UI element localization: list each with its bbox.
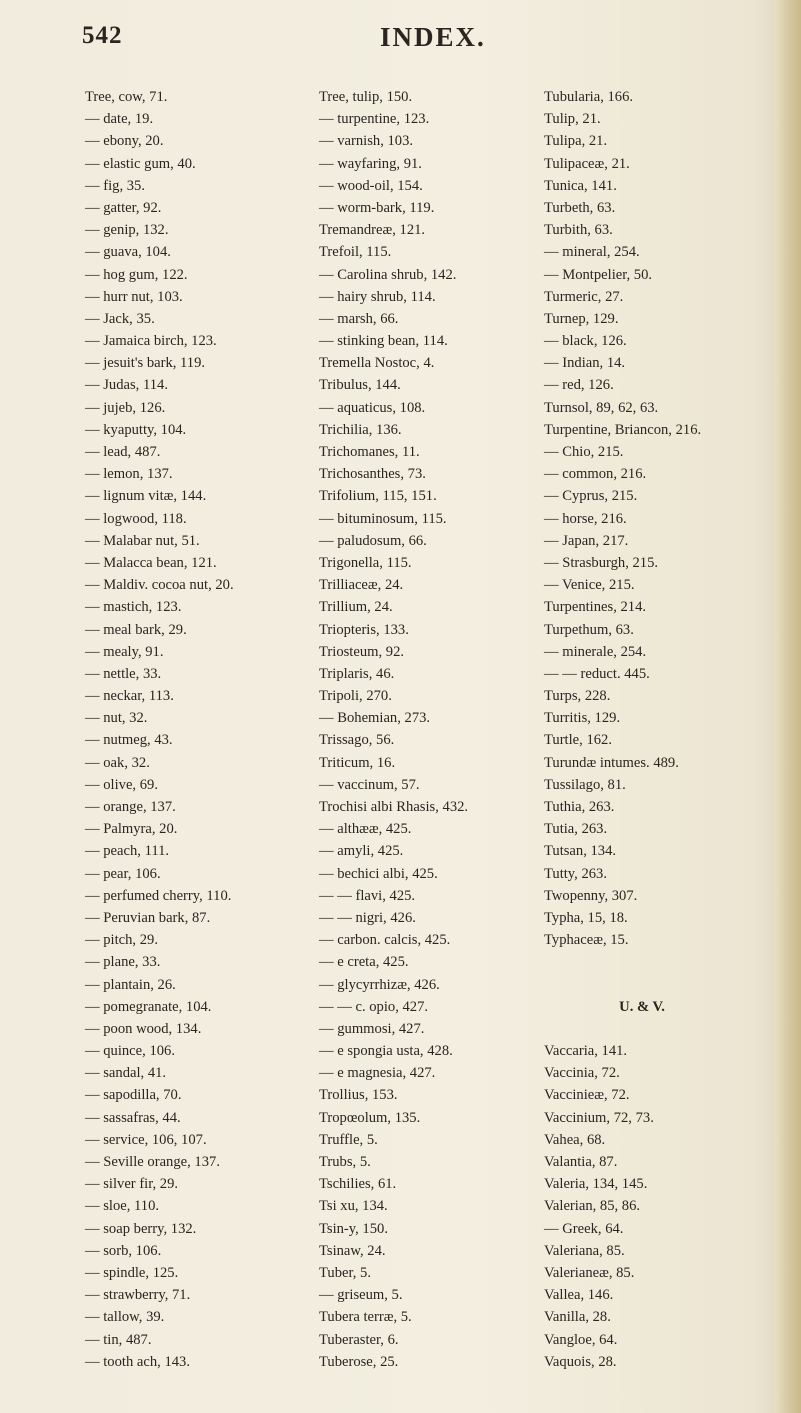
index-entry: — pomegranate, 104. <box>85 998 212 1015</box>
index-entry: — gummosi, 427. <box>319 1020 425 1037</box>
index-entry: — red, 126. <box>544 377 614 394</box>
index-entry: — Jack, 35. <box>85 310 155 327</box>
index-entry: — jesuit's bark, 119. <box>85 355 206 372</box>
index-entry: — varnish, 103. <box>319 133 414 150</box>
index-entry: Tuthia, 263. <box>544 799 615 815</box>
index-entry: Turpentines, 214. <box>544 599 647 616</box>
index-entry: — e spongia usta, 428. <box>319 1043 453 1060</box>
index-entry: — tallow, 39. <box>85 1309 165 1326</box>
index-entry: Valeria, 134, 145. <box>544 1176 648 1193</box>
index-entry: — Palmyra, 20. <box>85 821 178 838</box>
index-entry: Trissago, 56. <box>319 732 395 749</box>
index-entry: Trollius, 153. <box>319 1087 398 1104</box>
index-entry: — Carolina shrub, 142. <box>319 266 457 283</box>
index-entry: Turtle, 162. <box>544 732 612 749</box>
index-entry: — black, 126. <box>544 333 627 350</box>
index-entry: Vaccinia, 72. <box>544 1065 620 1082</box>
index-entry: — logwood, 118. <box>85 510 187 527</box>
index-entry: Trichomanes, 11. <box>319 444 420 460</box>
index-entry: — Indian, 14. <box>544 355 626 372</box>
index-entry: — poon wood, 134. <box>85 1020 202 1037</box>
running-head: INDEX. <box>380 22 486 52</box>
index-entry: — nutmeg, 43. <box>85 732 173 749</box>
index-entry: — silver fir, 29. <box>85 1176 179 1193</box>
index-entry: Trillium, 24. <box>319 599 393 616</box>
index-entry: — guava, 104. <box>85 244 171 261</box>
index-entry: — Venice, 215. <box>544 577 635 594</box>
index-entry: Trichosanthes, 73. <box>319 466 426 483</box>
index-entry: Triopteris, 133. <box>319 621 409 638</box>
index-entry: Twopenny, 307. <box>544 887 638 904</box>
index-entry: — meal bark, 29. <box>85 621 187 638</box>
index-entry: Valerian, 85, 86. <box>544 1198 641 1215</box>
index-entry: — orange, 137. <box>85 799 176 815</box>
index-entry: — minerale, 254. <box>544 643 647 660</box>
index-entry: Tutsan, 134. <box>544 843 617 860</box>
index-entry: — Seville orange, 137. <box>85 1154 220 1170</box>
index-entry: — plane, 33. <box>85 954 161 971</box>
index-entry: — Maldiv. cocoa nut, 20. <box>85 577 234 594</box>
index-entry: — mealy, 91. <box>85 643 164 660</box>
index-entry: — sorb, 106. <box>85 1242 162 1259</box>
index-entry: Tripoli, 270. <box>319 688 392 705</box>
index-entry: — Chio, 215. <box>544 444 624 460</box>
index-entry: — hairy shrub, 114. <box>319 288 436 305</box>
index-entry: — peach, 111. <box>85 843 170 860</box>
index-entry: — Cyprus, 215. <box>544 488 638 505</box>
index-entry: — sassafras, 44. <box>85 1109 181 1126</box>
index-entry: Tuber, 5. <box>319 1264 371 1281</box>
index-entry: — pitch, 29. <box>85 932 158 949</box>
section-heading: U. & V. <box>619 998 665 1015</box>
index-entry: Tutty, 263. <box>544 865 607 882</box>
index-entry: — fig, 35. <box>85 177 145 194</box>
index-entry: Vanilla, 28. <box>544 1309 611 1326</box>
index-entry: — nut, 32. <box>85 710 148 727</box>
index-entry: — e creta, 425. <box>319 954 409 971</box>
index-entry: — Jamaica birch, 123. <box>85 333 217 350</box>
index-entry: — althææ, 425. <box>319 821 412 838</box>
index-entry: Tunica, 141. <box>544 177 617 194</box>
index-entry: — genip, 132. <box>85 222 169 239</box>
index-entry: Tussilago, 81. <box>544 776 626 793</box>
index-entry: Tree, tulip, 150. <box>319 89 413 105</box>
page-number: 542 <box>82 22 123 49</box>
index-entry: — — c. opio, 427. <box>319 998 429 1015</box>
index-entry: Vaccaria, 141. <box>544 1043 628 1060</box>
index-entry: Tuberose, 25. <box>319 1353 399 1370</box>
index-entry: — tooth ach, 143. <box>85 1353 190 1370</box>
index-entry: Turbeth, 63. <box>544 199 616 216</box>
index-entry: Tubera terræ, 5. <box>319 1309 412 1326</box>
index-entry: — Judas, 114. <box>85 377 168 394</box>
index-entry: Trifolium, 115, 151. <box>319 488 437 505</box>
index-entry: — worm-bark, 119. <box>319 199 435 216</box>
index-entry: — perfumed cherry, 110. <box>85 887 232 904</box>
index-entry: Triosteum, 92. <box>319 643 405 660</box>
index-entry: — neckar, 113. <box>85 688 174 705</box>
index-column-2 <box>319 86 539 1373</box>
index-entry <box>544 1018 770 1040</box>
index-entry: — quince, 106. <box>85 1043 175 1060</box>
index-entry: Turundæ intumes. 489. <box>544 754 679 771</box>
index-entry: — Strasburgh, 215. <box>544 554 659 571</box>
index-entry: Vaccinieæ, 72. <box>544 1087 630 1104</box>
index-entry: — wayfaring, 91. <box>319 155 422 172</box>
index-entry: — amyli, 425. <box>319 843 404 860</box>
index-entry: — Malabar nut, 51. <box>85 532 200 549</box>
index-entry: — bechici albi, 425. <box>319 865 438 882</box>
index-entry: Turpentine, Briancon, 216. <box>544 421 702 438</box>
index-entry: Turbith, 63. <box>544 222 613 239</box>
index-entry: Tree, cow, 71. <box>85 89 168 105</box>
index-entry: — jujeb, 126. <box>85 399 166 416</box>
index-entry: — stinking bean, 114. <box>319 333 448 350</box>
index-entry: — glycyrrhizæ, 426. <box>319 976 440 993</box>
index-entry: — paludosum, 66. <box>319 532 427 549</box>
index-entry: — hog gum, 122. <box>85 266 188 283</box>
index-entry: — marsh, 66. <box>319 310 399 327</box>
index-entry: Valeriana, 85. <box>544 1242 625 1259</box>
index-entry: Tubularia, 166. <box>544 89 634 105</box>
index-entry: Valerianeæ, 85. <box>544 1264 635 1281</box>
index-entry: — elastic gum, 40. <box>85 155 196 172</box>
index-entry: Tribulus, 144. <box>319 377 401 394</box>
index-entry: — plantain, 26. <box>85 976 176 993</box>
index-entry: — aquaticus, 108. <box>319 399 426 416</box>
index-entry: Tropœolum, 135. <box>319 1109 421 1126</box>
index-entry: Vangloe, 64. <box>544 1331 618 1348</box>
index-entry: — nettle, 33. <box>85 665 162 682</box>
index-entry: — ebony, 20. <box>85 133 164 150</box>
index-entry: — date, 19. <box>85 111 154 128</box>
index-entry: Turps, 228. <box>544 688 611 705</box>
index-entry: Tulipaceæ, 21. <box>544 155 630 172</box>
index-entry: Tsin-y, 150. <box>319 1220 388 1237</box>
index-entry: Tsinaw, 24. <box>319 1242 386 1259</box>
index-entry: Turnep, 129. <box>544 310 619 327</box>
index-entry: Typhaceæ, 15. <box>544 932 629 949</box>
index-entry: — sapodilla, 70. <box>85 1087 182 1104</box>
index-entry: — carbon. calcis, 425. <box>319 932 451 949</box>
index-entry: — tin, 487. <box>85 1331 152 1348</box>
index-entry: Tremandreæ, 121. <box>319 222 426 239</box>
index-entry: — oak, 32. <box>85 754 150 771</box>
index-entry: — olive, 69. <box>85 776 158 793</box>
index-entry: — sloe, 110. <box>85 1198 160 1215</box>
index-entry: — Malacca bean, 121. <box>85 554 217 571</box>
index-column-3 <box>544 86 770 1373</box>
index-entry: — lignum vitæ, 144. <box>85 488 207 505</box>
index-entry: Valantia, 87. <box>544 1154 618 1170</box>
index-entry: — sandal, 41. <box>85 1065 167 1082</box>
page-header <box>0 22 770 62</box>
index-entry: — pear, 106. <box>85 865 161 882</box>
index-entry: Tulipa, 21. <box>544 133 608 150</box>
index-entry: — griseum, 5. <box>319 1287 403 1304</box>
index-entry: — kyaputty, 104. <box>85 421 187 438</box>
index-entry: Trochisi albi Rhasis, 432. <box>319 799 469 815</box>
index-entry: — soap berry, 132. <box>85 1220 197 1237</box>
index-entry: Trigonella, 115. <box>319 554 412 571</box>
index-entry: — horse, 216. <box>544 510 627 527</box>
index-entry: Trefoil, 115. <box>319 244 392 261</box>
index-entry: Trubs, 5. <box>319 1154 371 1170</box>
index-entry: — strawberry, 71. <box>85 1287 191 1304</box>
index-entry: Tsi xu, 134. <box>319 1198 388 1215</box>
index-entry: — — flavi, 425. <box>319 887 416 904</box>
index-entry: Tremella Nostoc, 4. <box>319 355 435 372</box>
index-entry: Triplaris, 46. <box>319 665 395 682</box>
index-entry: — mastich, 123. <box>85 599 182 616</box>
index-entry: — Bohemian, 273. <box>319 710 431 727</box>
index-entry: — Japan, 217. <box>544 532 629 549</box>
index-entry: Tschilies, 61. <box>319 1176 397 1193</box>
index-entry: — Montpelier, 50. <box>544 266 653 283</box>
index-entry: Vaccinium, 72, 73. <box>544 1109 654 1126</box>
index-entry: — wood-oil, 154. <box>319 177 423 194</box>
index-entry: Turritis, 129. <box>544 710 621 727</box>
index-entry: Turpethum, 63. <box>544 621 634 638</box>
index-entry: Turnsol, 89, 62, 63. <box>544 399 659 416</box>
index-entry: — e magnesia, 427. <box>319 1065 436 1082</box>
index-entry <box>544 951 770 973</box>
index-entry: — turpentine, 123. <box>319 111 430 128</box>
index-entry: — Peruvian bark, 87. <box>85 909 211 926</box>
index-entry: — mineral, 254. <box>544 244 640 261</box>
index-entry <box>544 974 770 996</box>
index-entry: Truffle, 5. <box>319 1131 378 1148</box>
index-entry: Vahea, 68. <box>544 1131 606 1148</box>
index-entry: Tulip, 21. <box>544 111 601 128</box>
index-entry: Turmeric, 27. <box>544 288 624 305</box>
index-entry: Triticum, 16. <box>319 754 396 771</box>
index-entry: — service, 106, 107. <box>85 1131 207 1148</box>
index-entry: Vaquois, 28. <box>544 1353 617 1370</box>
index-entry: — gatter, 92. <box>85 199 162 216</box>
index-entry: Tutia, 263. <box>544 821 608 838</box>
page-edge <box>775 0 801 1413</box>
index-entry: — — reduct. 445. <box>544 665 650 682</box>
index-column-1 <box>85 86 300 1373</box>
index-entry: — lead, 487. <box>85 444 161 460</box>
index-entry: Trilliaceæ, 24. <box>319 577 404 594</box>
index-entry: — Greek, 64. <box>544 1220 624 1237</box>
index-entry: — — nigri, 426. <box>319 909 416 926</box>
index-entry: — hurr nut, 103. <box>85 288 183 305</box>
index-entry: Vallea, 146. <box>544 1287 614 1304</box>
index-entry: — spindle, 125. <box>85 1264 179 1281</box>
index-entry: — common, 216. <box>544 466 647 483</box>
index-entry: — bituminosum, 115. <box>319 510 447 527</box>
index-entry: Trichilia, 136. <box>319 421 402 438</box>
index-entry: — vaccinum, 57. <box>319 776 420 793</box>
index-entry: Tuberaster, 6. <box>319 1331 399 1348</box>
index-entry: Typha, 15, 18. <box>544 909 628 926</box>
index-entry: — lemon, 137. <box>85 466 173 483</box>
